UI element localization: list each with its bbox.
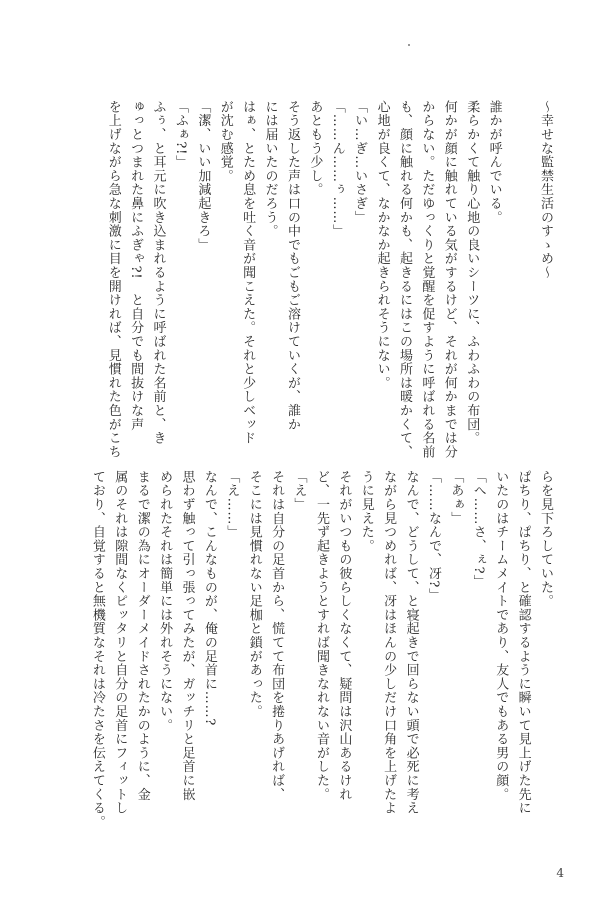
text-line: ゅっとつまれた鼻にふぎゃ?! と自分でも間抜けな声 xyxy=(128,100,144,432)
text-line: 「え……」 xyxy=(224,470,240,539)
text-line: ており、自覚すると無機質なそれは冷たさを伝えてくる。 xyxy=(89,470,105,829)
text-line: 柔らかくて触り心地の良いシーツに、ふわふわの布団。 xyxy=(464,100,480,445)
text-line: ながら見つめれば、冴はほんの少しだけ口角を上げたよ xyxy=(381,470,397,815)
text-line: 心地が良くて、なかなか起きられそうにない。 xyxy=(374,100,390,390)
text-line: 「い…ぎ…いさぎ」 xyxy=(352,100,368,225)
text-line: それは自分の足首から、慌てて布団を捲りあげれば、 xyxy=(269,470,285,802)
text-line: ぱちり、ぱちり、と確認するように瞬いて見上げた先に xyxy=(515,470,531,815)
page-title: 〜幸せな監禁生活のすゝめ〜 xyxy=(538,100,553,280)
text-line: には届いたのだろう。 xyxy=(262,100,278,238)
text-line: それがいつもの彼らしくなくて、疑問は沢山あるけれ xyxy=(336,470,352,802)
text-line: 「潔、いい加減起きろ」 xyxy=(195,100,211,252)
text-line: うに見えた。 xyxy=(358,470,374,553)
text-line: 「……ん……ぅ……」 xyxy=(329,100,345,238)
upper-text-block xyxy=(101,100,556,459)
text-line: そこには見慣れない足枷と鎖があった。 xyxy=(246,470,262,719)
text-line: を上げながら急な刺激に目を開ければ、見慣れた色がこち xyxy=(105,100,121,459)
text-line: 「え」 xyxy=(291,470,307,512)
text-line: まるで潔の為にオーダーメイドされたかのように、金 xyxy=(134,470,150,802)
text-line: あともう少し。 xyxy=(307,100,323,197)
paper-speck xyxy=(408,44,410,46)
text-line: 属のそれは隙間なくピッタリと自分の足首にフィットし xyxy=(112,470,128,815)
text-line: そう返した声は口の中でもごもご溶けていくが、誰か xyxy=(284,100,300,432)
text-line: も、顔に触れる何かも、起きるにはこの場所は暖かくて、 xyxy=(396,100,412,459)
text-line: 思わず触って引っ張ってみたが、ガッチリと足首に嵌 xyxy=(179,470,195,802)
text-line: 何かが顔に触れている気がするけど、それが何かまでは分 xyxy=(441,100,457,459)
text-line: 「へ……さ、ぇ?」 xyxy=(470,470,486,589)
page-number: 4 xyxy=(556,866,564,880)
text-line: 「ふぁ?!」 xyxy=(172,100,188,169)
text-line: らを見下ろしていた。 xyxy=(538,470,553,608)
text-line: からない。ただゆっくりと覚醒を促すように呼ばれる名前 xyxy=(419,100,435,459)
text-line: ふぅ、と耳元に吹き込まれるように呼ばれた名前と、き xyxy=(150,100,166,445)
text-line: なんで、こんなものが、俺の足首に……? xyxy=(201,470,217,727)
text-line: なんで、どうして、と寝起きで回らない頭で必死に考え xyxy=(403,470,419,815)
text-line: が沈む感覚。 xyxy=(217,100,233,183)
lower-text-block xyxy=(85,470,556,829)
text-line: 「あぁ」 xyxy=(448,470,464,526)
text-line: 「……なんで、冴?」 xyxy=(425,470,441,602)
text-line: められたそれは簡単には外れそうにない。 xyxy=(157,470,173,733)
text-line: はぁ、とため息を吐く音が聞こえた。それと少しベッド xyxy=(240,100,256,445)
text-line: 誰かが呼んでいる。 xyxy=(486,100,502,225)
text-line: ど、一先ず起きようとすれば聞きなれない音がした。 xyxy=(313,470,329,802)
text-line: いたのはチームメイトであり、友人でもある男の顔。 xyxy=(493,470,509,802)
